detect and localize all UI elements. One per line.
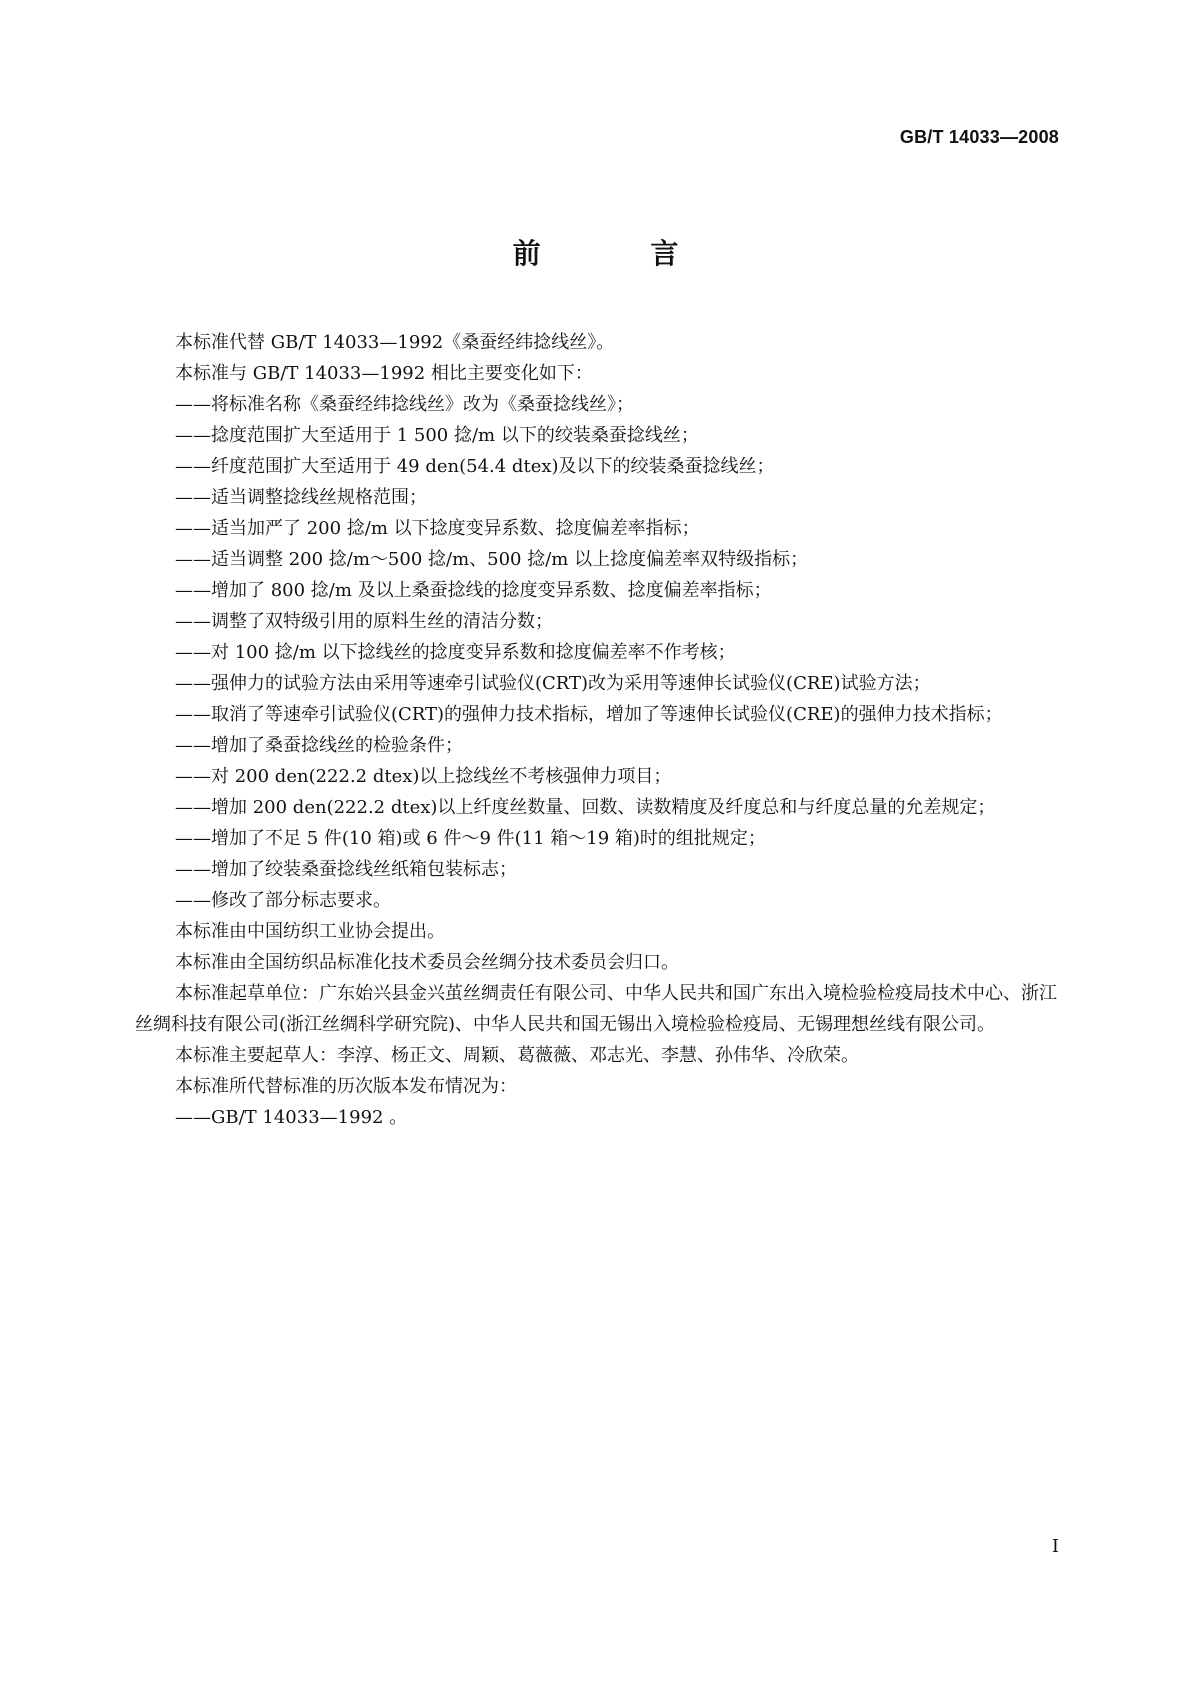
list-item: ——修改了部分标志要求。 (175, 890, 391, 911)
page-title: 前 言 (512, 237, 729, 270)
list-item: ——对 200 den(222.2 dtex)以上捻线丝不考核强伸力项目； (175, 766, 672, 787)
paragraph-changes-intro: 本标准与 GB/T 14033—1992 相比主要变化如下： (175, 363, 593, 384)
list-item: ——适当调整 200 捻/m～500 捻/m、500 捻/m 以上捻度偏差率双特级指标； (175, 549, 809, 570)
list-item: ——增加了不足 5 件(10 箱)或 6 件～9 件(11 箱～19 箱)时的组批规定； (175, 828, 766, 849)
page-number: I (1051, 1536, 1059, 1557)
changes-list (175, 389, 1063, 916)
list-item: ——取消了等速牵引试验仪(CRT)的强伸力技术指标，增加了等速伸长试验仪(CRE)的强伸力技术指标； (175, 704, 1003, 725)
list-item: ——增加 200 den(222.2 dtex)以上纤度丝数量、回数、读数精度及纤度总和与纤度总量的允差规定； (175, 797, 996, 818)
list-item: ——增加了 800 捻/m 及以上桑蚕捻线的捻度变异系数、捻度偏差率指标； (175, 580, 772, 601)
paragraph-managed-by: 本标准由全国纺织品标准化技术委员会丝绸分技术委员会归口。 (175, 952, 679, 973)
list-item: ——适当调整捻线丝规格范围； (175, 487, 427, 508)
list-item: ——增加了桑蚕捻线丝的检验条件； (175, 735, 463, 756)
foreword-body (135, 327, 1063, 1133)
list-item: ——纤度范围扩大至适用于 49 den(54.4 dtex)及以下的绞装桑蚕捻线丝； (175, 456, 775, 477)
standard-code: GB/T 14033—2008 (899, 127, 1059, 147)
list-item: ——捻度范围扩大至适用于 1 500 捻/m 以下的绞装桑蚕捻线丝； (175, 425, 699, 446)
paragraph-history-intro: 本标准所代替标准的历次版本发布情况为： (175, 1076, 517, 1097)
list-item: ——增加了绞装桑蚕捻线丝纸箱包装标志； (175, 859, 517, 880)
paragraph-drafters: 本标准主要起草人：李淳、杨正文、周颖、葛薇薇、邓志光、李慧、孙伟华、冷欣荣。 (175, 1045, 859, 1066)
list-item: ——强伸力的试验方法由采用等速牵引试验仪(CRT)改为采用等速伸长试验仪(CRE)试验方法； (175, 673, 931, 694)
list-item: ——将标准名称《桑蚕经纬捻线丝》改为《桑蚕捻线丝》； (175, 394, 634, 415)
paragraph-replaces: 本标准代替 GB/T 14033—1992《桑蚕经纬捻线丝》。 (175, 332, 615, 353)
paragraph-proposed-by: 本标准由中国纺织工业协会提出。 (175, 921, 445, 942)
list-item: ——对 100 捻/m 以下捻线丝的捻度变异系数和捻度偏差率不作考核； (175, 642, 736, 663)
history-item: ——GB/T 14033—1992 。 (175, 1107, 408, 1128)
paragraph-drafting-units: 本标准起草单位：广东始兴县金兴茧丝绸责任有限公司、中华人民共和国广东出入境检验检疫局技术中心、浙江丝绸科技有限公司(浙江丝绸科学研究院)、中华人民共和国无锡出入境检验检疫局、无锡理想丝线有限公司。 (135, 983, 1057, 1035)
list-item: ——适当加严了 200 捻/m 以下捻度变异系数、捻度偏差率指标； (175, 518, 700, 539)
list-item: ——调整了双特级引用的原料生丝的清洁分数； (175, 611, 553, 632)
